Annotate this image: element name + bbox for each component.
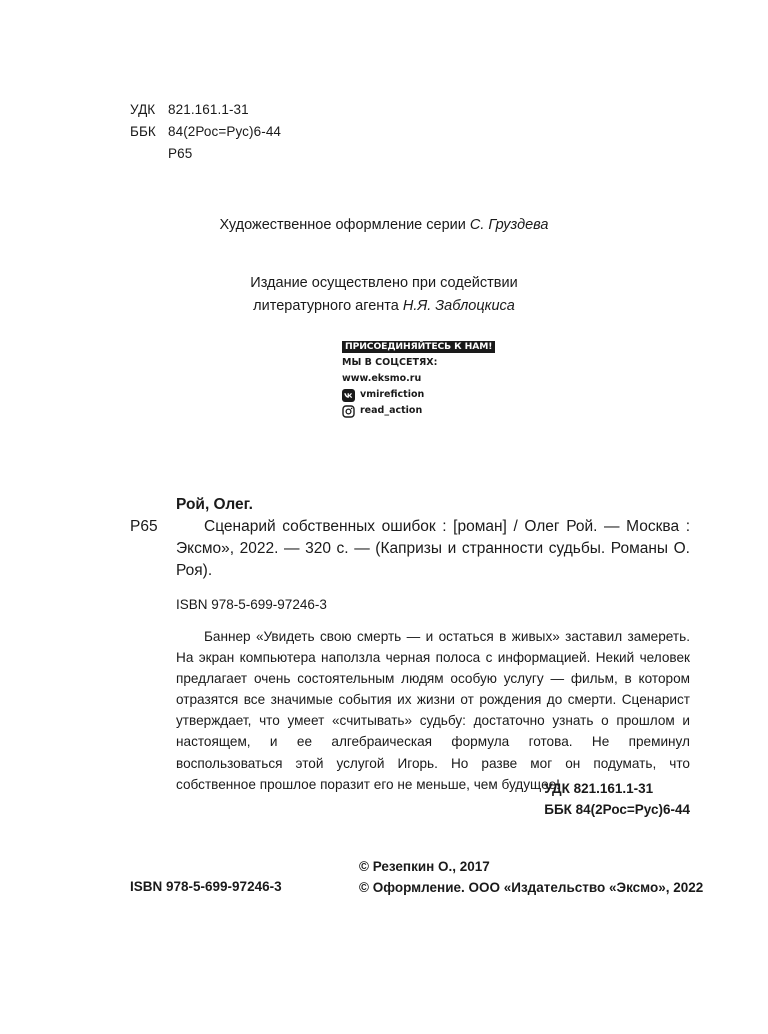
annotation-udk: УДК 821.161.1-31: [544, 781, 654, 796]
copyright-block: [359, 856, 703, 898]
design-credit-prefix: Художественное оформление серии: [219, 217, 466, 233]
bbk-value: 84(2Рос=Рус)6-44: [168, 124, 282, 139]
classification-block: [130, 99, 281, 165]
annotation-bbk: ББК 84(2Рос=Рус)6-44: [544, 802, 690, 817]
footer-isbn: ISBN 978-5-699-97246-3: [130, 879, 282, 894]
author-mark-row: [130, 143, 281, 165]
vk-link[interactable]: [342, 387, 495, 403]
vk-handle: vmirefiction: [360, 389, 425, 400]
copyright-author: © Резепкин О., 2017: [359, 859, 490, 874]
bib-isbn: ISBN 978-5-699-97246-3: [176, 597, 327, 612]
agency-name: Н.Я. Заблоцкиса: [402, 298, 515, 314]
bib-author: Рой, Олег.: [176, 496, 253, 513]
udk-label: УДК: [130, 102, 156, 117]
bbk-row: [130, 121, 281, 143]
instagram-icon: [342, 405, 355, 418]
annotation-codes: [544, 778, 690, 820]
agency-credit-line2: [0, 295, 768, 318]
bib-description: Сценарий собственных ошибок : [роман] / Олег Рой. — Москва : Эксмо», 2022. — 320 с. — (Капризы и странности судьбы. Романы О. Роя).: [176, 518, 690, 579]
instagram-link[interactable]: [342, 403, 495, 419]
bib-code: Р65: [130, 518, 158, 535]
design-credit: [0, 214, 768, 237]
copyright-publisher: © Оформление. ООО «Издательство «Эксмо», 2022: [359, 880, 704, 895]
join-us-banner: ПРИСОЕДИНЯЙТЕСЬ К НАМ!: [342, 341, 495, 353]
udk-value: 821.161.1-31: [168, 102, 249, 117]
website-link[interactable]: www.eksmo.ru: [342, 373, 422, 384]
social-box: [342, 339, 495, 419]
author-mark: Р65: [168, 146, 193, 161]
agency-credit-prefix: литературного агента: [253, 298, 399, 314]
agency-credit-line1: Издание осуществлено при содействии: [250, 275, 518, 291]
networks-label: МЫ В СОЦСЕТЯХ:: [342, 357, 438, 368]
bbk-label: ББК: [130, 124, 156, 139]
udk-row: [130, 99, 281, 121]
agency-credit: [0, 272, 768, 318]
design-credit-artist: С. Груздева: [469, 217, 549, 233]
annotation-text: Баннер «Увидеть свою смерть — и остаться в живых» заставил замереть. На экран компьютера наползла черная полоса с информацией. Некий человек предлагает очень состоятельным людям особую услугу — фильм, в котором отразятся все значимые события их жизни от рождения до смерти. Сценарист утверждает, что умеет «считывать» судьбу: достаточно узнать о прошлом и настоящем, и ее алгебраическая формула готова. Не преминул воспользоваться этой услугой Игорь. Но разве мог он подумать, что собственное прошлое поразит его не меньше, чем будущее!: [176, 629, 690, 792]
instagram-handle: read_action: [360, 405, 423, 416]
vk-icon: [342, 389, 355, 402]
